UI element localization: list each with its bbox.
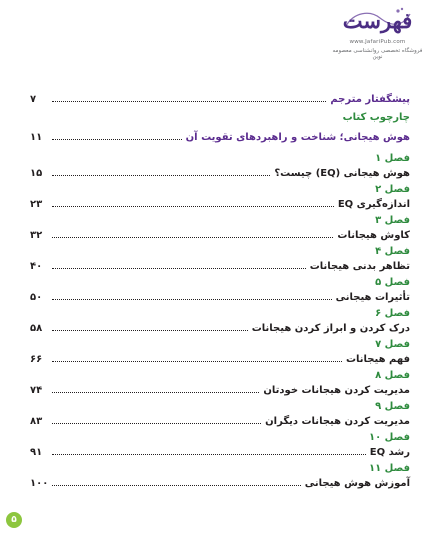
toc-entry-page: ۲۳ <box>30 199 43 210</box>
logo-title: فهرست <box>342 8 413 33</box>
toc-entry-title: اندازه‌گیری EQ <box>337 199 410 210</box>
publisher-logo <box>330 6 425 62</box>
dot-leader <box>52 299 332 300</box>
chapter-label: فصل ۴ <box>375 246 410 257</box>
chapter-label: فصل ۵ <box>375 277 410 288</box>
chapter-label: فصل ۱ <box>375 153 410 164</box>
toc-entry-page: ۱۵ <box>30 168 43 179</box>
toc-entry-page: ۷۴ <box>30 385 43 396</box>
toc-entry-page: ۱۱ <box>30 132 43 143</box>
dot-leader <box>52 101 326 102</box>
toc-entry-title: آموزش هوش هیجانی <box>304 478 410 489</box>
toc-entry-title: فهم هیجانات <box>345 354 410 365</box>
chapter-label: فصل ۶ <box>375 308 410 319</box>
logo-mark <box>330 6 425 32</box>
dot-leader <box>52 485 301 486</box>
toc-entry-title: پیشگفتار مترجم <box>330 94 410 105</box>
chapter-label: فصل ۳ <box>375 215 410 226</box>
toc-entry-title: رشد EQ <box>369 447 410 458</box>
logo-url: www.JafariPub.com <box>349 39 406 45</box>
dot-leader <box>52 206 334 207</box>
toc-entry-page: ۷ <box>30 94 37 105</box>
toc-entry-title: کاوش هیجانات <box>337 230 410 241</box>
chapter-label: فصل ۱۰ <box>368 432 410 443</box>
toc-entry-title: تأثیرات هیجانی <box>335 292 410 303</box>
toc-entry-title: هوش هیجانی؛ شناخت و راهبردهای تقویت آن <box>185 132 410 143</box>
dot-leader <box>52 392 259 393</box>
dot-leader <box>52 139 182 140</box>
toc-entry-title: مدیریت کردن هیجانات خودتان <box>263 385 410 396</box>
toc-entry-title: هوش هیجانی (EQ) چیست؟ <box>274 168 410 179</box>
toc-entry-title: تظاهر بدنی هیجانات <box>309 261 410 272</box>
dot-leader <box>52 454 366 455</box>
toc-entry-page: ۴۰ <box>30 261 43 272</box>
dot-leader <box>52 330 248 331</box>
toc-entry-page: ۸۳ <box>30 416 43 427</box>
logo-tagline: فروشگاه تخصصی روانشناسی معصومه نوین <box>332 48 423 60</box>
chapter-label: فصل ۷ <box>375 339 410 350</box>
dot-leader <box>52 423 261 424</box>
toc-entry-page: ۱۰۰ <box>30 478 49 489</box>
chapter-label: فصل ۸ <box>375 370 410 381</box>
toc-entry-page: ۶۶ <box>30 354 43 365</box>
dot-leader <box>52 175 270 176</box>
dot-leader <box>52 361 342 362</box>
dot-leader <box>52 268 306 269</box>
framework-heading: چارچوب کتاب <box>342 112 410 123</box>
toc-entry-page: ۵۰ <box>30 292 43 303</box>
chapter-label: فصل ۱۱ <box>368 463 410 474</box>
toc-entry-title: درک کردن و ابراز کردن هیجانات <box>251 323 410 334</box>
chapter-label: فصل ۲ <box>375 184 410 195</box>
page-number-badge: ۵ <box>6 512 22 528</box>
toc-entry-page: ۵۸ <box>30 323 43 334</box>
toc-entry-title: مدیریت کردن هیجانات دیگران <box>265 416 410 427</box>
toc-entry-page: ۹۱ <box>30 447 43 458</box>
toc-entry-page: ۳۲ <box>30 230 43 241</box>
chapter-label: فصل ۹ <box>375 401 410 412</box>
dot-leader <box>52 237 333 238</box>
